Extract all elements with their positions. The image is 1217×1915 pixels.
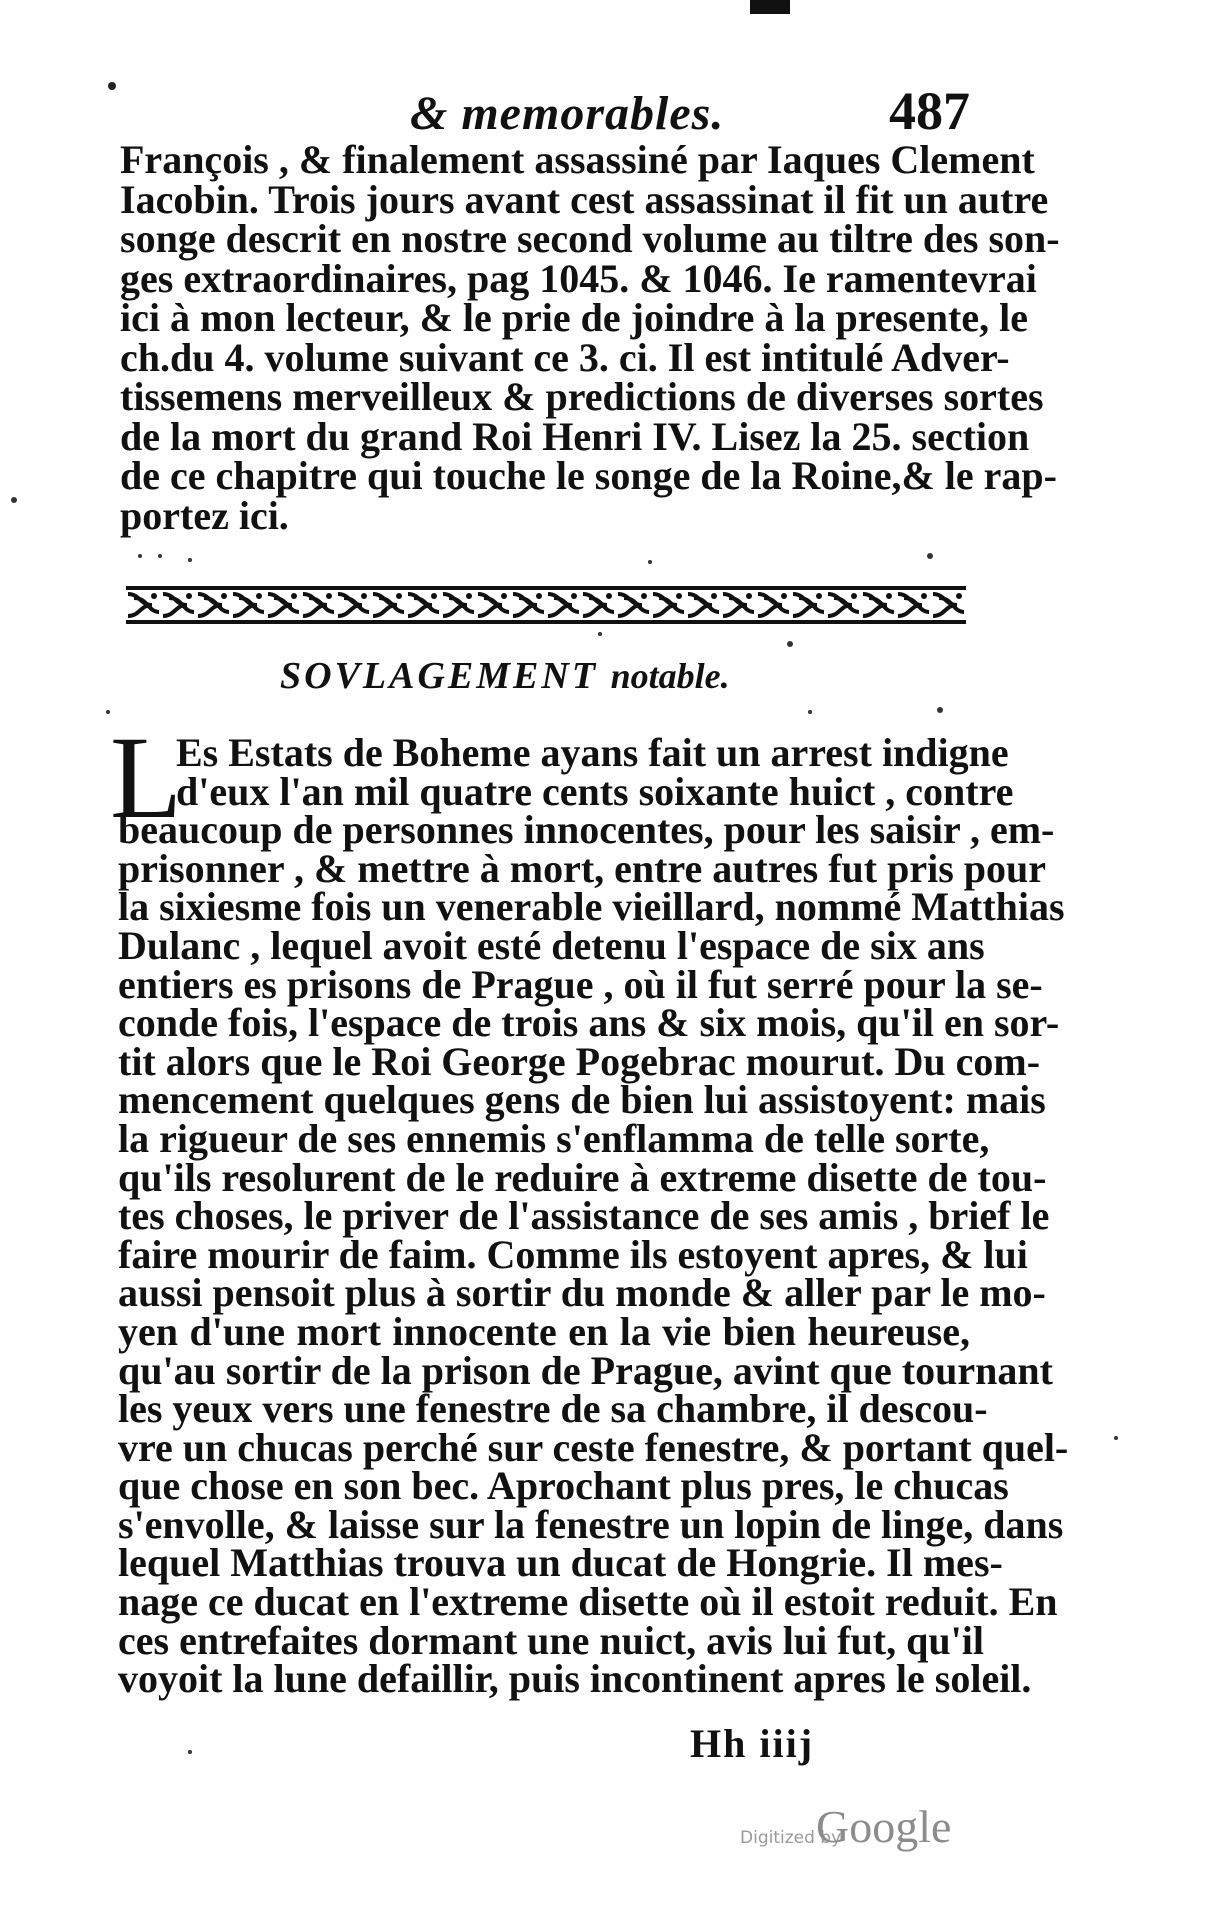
ornament-dot [151,593,157,599]
signature-mark: Hh iiij [690,1721,815,1766]
ornament-dot [256,593,262,599]
previous-section-text [120,137,1060,538]
text-line: beaucoup de personnes innocentes, pour les saisir , em- [118,807,1055,853]
digitized-watermark [740,1800,1000,1860]
text-line: les yeux vers une fenestre de sa chambre, il descou- [118,1386,988,1432]
ornament-dot [396,593,402,599]
text-line: la rigueur de ses ennemis s'enflamma de telle sorte, [118,1115,990,1161]
text-line: François , & finalement assassiné par Iaques Clement [120,137,1035,182]
section-title: SOVLAGEMENT [280,655,599,697]
text-line: entiers es prisons de Prague , où il fut serré pour la se- [118,961,1043,1007]
ornament-dot [536,593,542,599]
text-line: nage ce ducat en l'extreme disette où il estoit reduit. En [118,1579,1058,1625]
text-line: Dulanc , lequel avoit esté detenu l'espace de six ans [118,922,985,968]
ornament-dot [711,593,717,599]
ornament-dot [466,593,472,599]
text-line: tissemens merveilleux & predictions de diverses sortes [120,374,1044,419]
text-line: ges extraordinaires, pag 1045. & 1046. Ie ramentevrai [120,255,1037,301]
google-logo: Google [816,1801,952,1852]
ornament-dot [186,593,192,599]
text-line: s'envolle, & laisse sur la fenestre un lopin de linge, dans [118,1501,1064,1547]
text-line: Es Estats de Boheme ayans fait un arrest indigne [176,730,1009,775]
text-line: lequel Matthias trouva un ducat de Hongrie. Il mes- [118,1540,1003,1586]
ornament-dot [676,593,682,599]
text-line: de ce chapitre qui touche le songe de la Roine,& le rap- [120,453,1057,498]
ornament-dot [781,593,787,599]
text-line: vre un chucas perché sur ceste fenestre, & portant quel- [118,1424,1069,1470]
running-title: & memorables. [410,87,725,140]
ornament-dot [746,593,752,599]
text-line: yen d'une mort innocente en la vie bien heureuse, [118,1308,970,1354]
text-line: prisonner , & mettre à mort, entre autres fut pris pour [118,845,1047,891]
ornament-dot [606,593,612,599]
text-line: qu'ils resolurent de le reduire à extreme disette de tou- [118,1154,1047,1200]
drop-cap: L [110,712,183,843]
text-line: voyoit la lune defaillir, puis incontinent apres le soleil. [118,1656,1032,1702]
text-line: faire mourir de faim. Comme ils estoyent apres, & lui [118,1231,1028,1277]
ornament-dot [816,593,822,599]
page-number: 487 [889,81,970,141]
ornament-dot [221,593,227,599]
text-line: conde fois, l'espace de trois ans & six mois, qu'il en sor- [118,1000,1060,1046]
section-heading [280,654,730,698]
text-line: aussi pensoit plus à sortir du monde & aller par le mo- [118,1270,1046,1316]
text-line: mencement quelques gens de bien lui assistoyent: mais [118,1077,1046,1123]
ornament-dot [431,593,437,599]
text-line: portez ici. [120,492,289,538]
ornament-dot [291,593,297,599]
text-line: ici à mon lecteur, & le prie de joindre à la presente, le [120,295,1028,340]
ornament-dot [571,593,577,599]
watermark-prefix: Digitized by [740,1828,842,1848]
text-line: la sixiesme fois un venerable vieillard, nommé Matthias [118,884,1065,930]
ornament-dot [886,593,892,599]
ornament-dot [641,593,647,599]
text-line: Iacobin. Trois jours avant cest assassinat il fit un autre [120,176,1049,222]
ornament-dot [956,593,962,599]
ornament-dot [326,593,332,599]
body-text [118,730,1069,1702]
text-line: qu'au sortir de la prison de Prague, avint que tournant [118,1347,1053,1393]
text-line: d'eux l'an mil quatre cents soixante huict , contre [176,768,1014,814]
ornament-dot [361,593,367,599]
text-line: tit alors que le Roi George Pogebrac mourut. Du com- [118,1038,1041,1084]
text-line: ces entrefaites dormant une nuict, avis lui fut, qu'il [118,1617,984,1663]
text-line: que chose en son bec. Aprochant plus pres, le chucas [118,1463,1009,1509]
ornament-band [126,580,966,630]
text-line: tes choses, le priver de l'assistance de ses amis , brief le [118,1193,1050,1239]
text-line: de la mort du grand Roi Henri IV. Lisez la 25. section [120,413,1030,459]
section-subtitle: notable. [610,656,730,696]
ornament-dot [921,593,927,599]
ornament-dot [851,593,857,599]
ornament-dot [501,593,507,599]
text-line: ch.du 4. volume suivant ce 3. ci. Il est intitulé Adver- [120,334,1010,380]
text-line: songe descrit en nostre second volume au tiltre des son- [120,216,1060,261]
